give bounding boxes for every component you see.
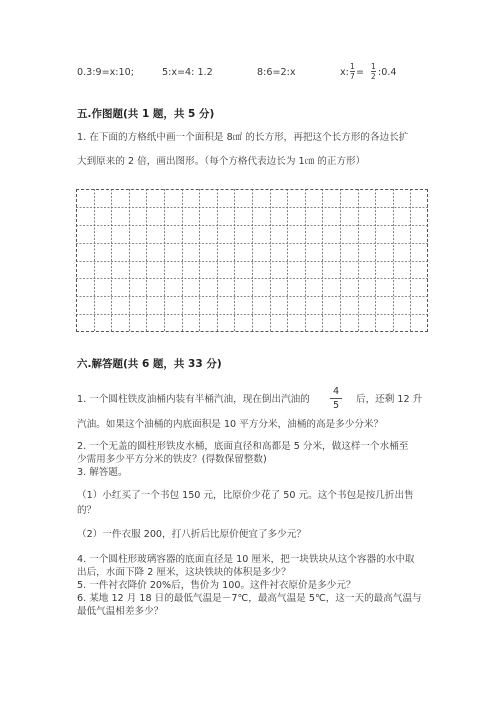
question-2-line-2: 少需用多少平方分米的铁皮？(得数保留整数): [77, 454, 267, 465]
fraction-bar: [330, 398, 342, 399]
equation-1: 0.3:9=x:10;: [77, 67, 134, 78]
equation-4-fraction-1: [350, 63, 355, 80]
grid-lines: [76, 189, 428, 332]
equation-4-prefix: x:: [340, 67, 349, 78]
equation-4-suffix: :0.4: [378, 67, 397, 78]
question-2-line-1: 2. 一个无盖的圆柱形铁皮水桶，底面直径和高都是 5 分米，做这样一个水桶至: [77, 441, 409, 452]
question-3-1-continued: 的？: [77, 505, 97, 516]
section-5-heading: 五.作图题(共 1 题，共 5 分): [77, 108, 215, 120]
fraction-numerator: 1: [371, 62, 376, 71]
question-3-2: （2）一件衣服 200，打八折后比原价便宜了多少元？: [77, 529, 306, 540]
question-6-line-2: 最低气温相差多少？: [77, 606, 164, 617]
question-1-fraction: [330, 386, 342, 411]
equation-2: 5:x=4: 1.2: [162, 67, 213, 78]
question-3-1: （1）小红买了一个书包 150 元，比原价少花了 50 元。这个书包是按几折出售: [77, 490, 414, 501]
question-1-line-2: 汽油。如果这个油桶的内底面积是 10 平方分米，油桶的高是多少分米？: [77, 419, 384, 430]
equation-3: 8:6=2:x: [257, 67, 296, 78]
equation-4-fraction-2: [371, 63, 376, 80]
section-5-question-1-line-1: 1. 在下面的方格纸中画一个面积是 8㎠ 的长方形，再把这个长方形的各边长扩: [77, 132, 409, 143]
section-6-heading: 六.解答题(共 6 题，共 33 分): [77, 358, 222, 370]
equation-4-equals: =: [356, 67, 365, 78]
fraction-denominator: 7: [350, 72, 355, 81]
question-1-part-a: 1. 一个圆柱铁皮油桶内装有半桶汽油，现在倒出汽油的: [77, 394, 310, 405]
question-3: 3. 解答题。: [77, 467, 128, 478]
fraction-numerator: 1: [350, 62, 355, 71]
fraction-numerator: 4: [332, 386, 340, 397]
fraction-denominator: 5: [332, 400, 340, 411]
question-4-line-1: 4. 一个圆柱形玻璃容器的底面直径是 10 厘米，把一块铁块从这个容器的水中取: [77, 554, 415, 565]
section-5-question-1-line-2: 大到原来的 2 倍，画出图形。（每个方格代表边长为 1㎝ 的正方形）: [77, 156, 366, 167]
question-4-line-2: 出后，水面下降 2 厘米，这块铁块的体积是多少？: [77, 567, 291, 578]
question-6-line-1: 6. 某地 12 月 18 日的最低气温是－7℃，最高气温是 5℃，这一天的最高气温与: [77, 593, 422, 604]
grid-paper[interactable]: [76, 189, 428, 332]
fraction-denominator: 2: [371, 72, 376, 81]
question-5: 5. 一件衬衣降价 20%后，售价为 100。这件衬衣原价是多少元？: [77, 580, 356, 591]
question-1-part-b: 后，还剩 12 升: [356, 394, 423, 405]
